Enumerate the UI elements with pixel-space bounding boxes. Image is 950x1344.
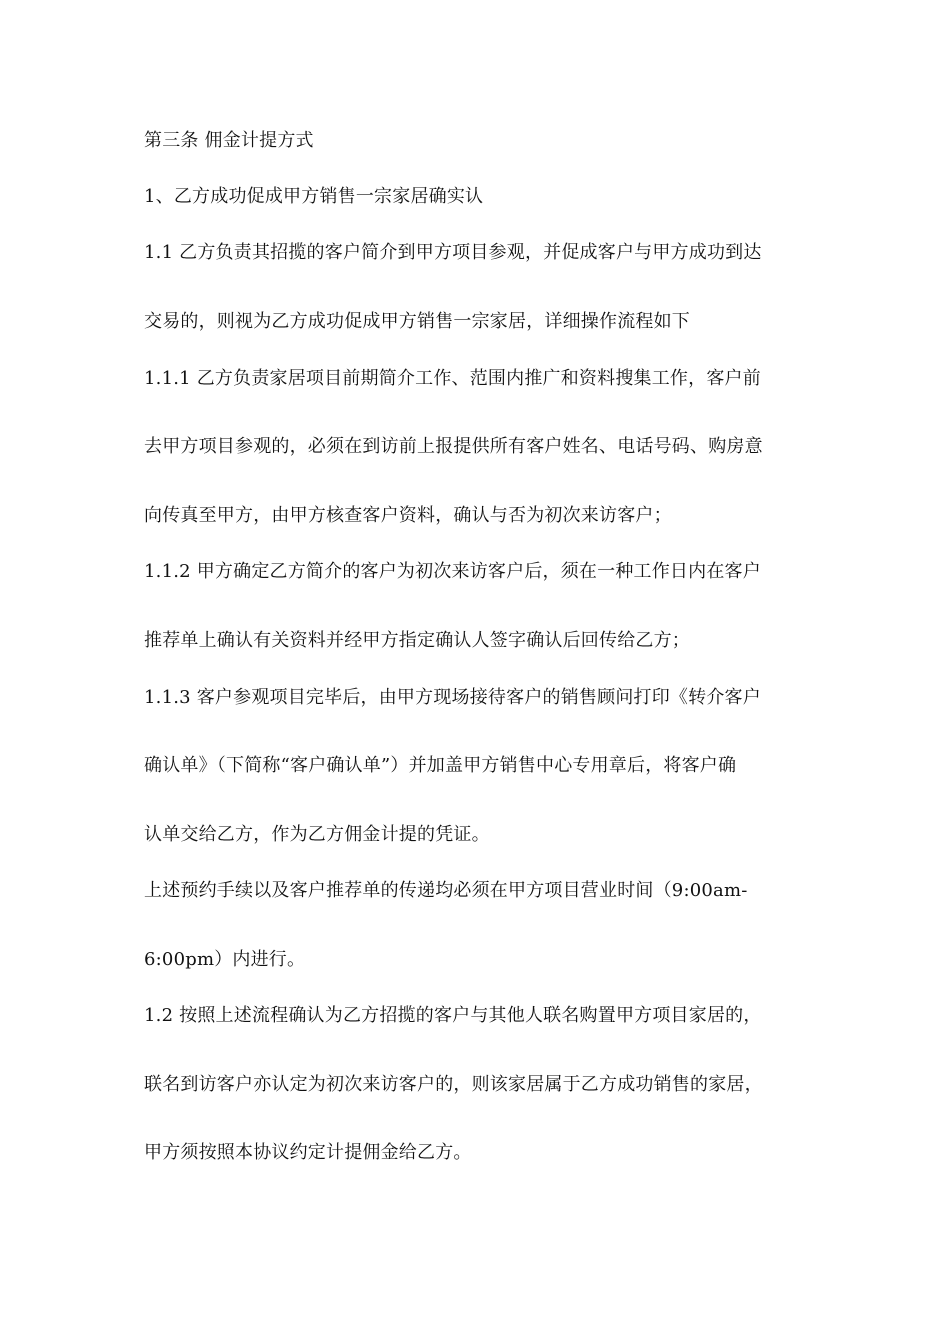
section-heading: 1、乙方成功促成甲方销售一宗家居确实认 (144, 186, 484, 207)
paragraph-line: 1.1.1 乙方负责家居项目前期简介工作、范围内推广和资料搜集工作，客户前 (144, 368, 761, 389)
paragraph-line: 1.1.3 客户参观项目完毕后，由甲方现场接待客户的销售顾问打印《转介客户 (144, 687, 761, 708)
paragraph-line: 认单交给乙方，作为乙方佣金计提的凭证。 (144, 824, 490, 845)
paragraph-line: 6:00pm）内进行。 (144, 949, 306, 970)
paragraph-line: 向传真至甲方，由甲方核查客户资料，确认与否为初次来访客户； (144, 505, 672, 526)
paragraph-line: 确认单》（下简称“客户确认单”）并加盖甲方销售中心专用章后，将客户确 (144, 755, 737, 776)
paragraph-line: 交易的，则视为乙方成功促成甲方销售一宗家居，详细操作流程如下 (144, 311, 690, 332)
article-heading: 第三条 佣金计提方式 (144, 130, 314, 151)
paragraph-line: 1.2 按照上述流程确认为乙方招揽的客户与其他人联名购置甲方项目家居的， (144, 1005, 762, 1026)
paragraph-line: 甲方须按照本协议约定计提佣金给乙方。 (144, 1142, 472, 1163)
paragraph-line: 联名到访客户亦认定为初次来访客户的，则该家居属于乙方成功销售的家居， (144, 1074, 763, 1095)
paragraph-line: 上述预约手续以及客户推荐单的传递均必须在甲方项目营业时间（9:00am- (144, 880, 748, 901)
paragraph-line: 1.1 乙方负责其招揽的客户简介到甲方项目参观，并促成客户与甲方成功到达 (144, 242, 762, 263)
paragraph-line: 推荐单上确认有关资料并经甲方指定确认人签字确认后回传给乙方； (144, 630, 690, 651)
paragraph-line: 1.1.2 甲方确定乙方简介的客户为初次来访客户后，须在一种工作日内在客户 (144, 561, 761, 582)
paragraph-line: 去甲方项目参观的，必须在到访前上报提供所有客户姓名、电话号码、购房意 (144, 436, 763, 457)
